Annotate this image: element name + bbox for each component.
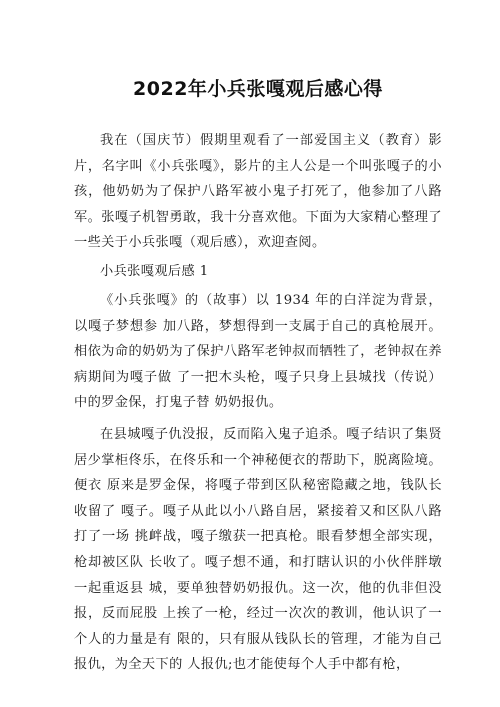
body-paragraph-1: 《小兵张嘎》的（故事）以 1934 年的白洋淀为背景，以嘎子梦想参 加八路，梦想得到一支属于自己的真枪展开。相依为命的奶奶为了保护八路军老钟叔而牺牲了，老钟叔在养病期间为嘎子做 了一把木头枪，嘎子只身上县城找（传说）中的罗金保，打鬼子替 奶奶报仇。 bbox=[74, 292, 442, 411]
section-heading: 小兵张嘎观后感 1 bbox=[100, 263, 209, 279]
intro-paragraph: 我在（国庆节）假期里观看了一部爱国主义（教育）影片，名字叫《小兵张嘎》，影片的主人公是一个叫张嘎子的小孩，他奶奶为了保护八路军被小鬼子打死了，他参加了八路军。张嘎子机智勇敢，我十分喜欢他。下面为大家精心整理了一些关于小兵张嘎（观后感），欢迎查阅。 bbox=[74, 133, 442, 251]
body-paragraph-2: 在县城嘎子仇没报，反而陷入鬼子追杀。嘎子结识了集贤居少掌柜佟乐，在佟乐和一个神秘便衣的帮助下，脱离险境。便衣 原来是罗金保，将嘎子带到区队秘密隐藏之地，钱队长收留了 嘎子。嘎子从此以小八路自居，紧接着又和区队八路打了一场 挑衅战，嘎子缴获一把真枪。眼看梦想全部实现，枪却被区队 长收了。嘎子想不通，和打瞎认识的小伙伴胖墩一起重返县 城，要单独替奶奶报仇。这一次，他的仇非但没报，反而屁股 上挨了一枪，经过一次次的教训，他认识了一个人的力量是有 限的，只有服从钱队长的管理，才能为自己报仇，为全天下的 人报仇;也才能使每个人手中都有枪， bbox=[74, 426, 442, 673]
document-title: 2022年小兵张嘎观后感心得 bbox=[133, 78, 383, 100]
